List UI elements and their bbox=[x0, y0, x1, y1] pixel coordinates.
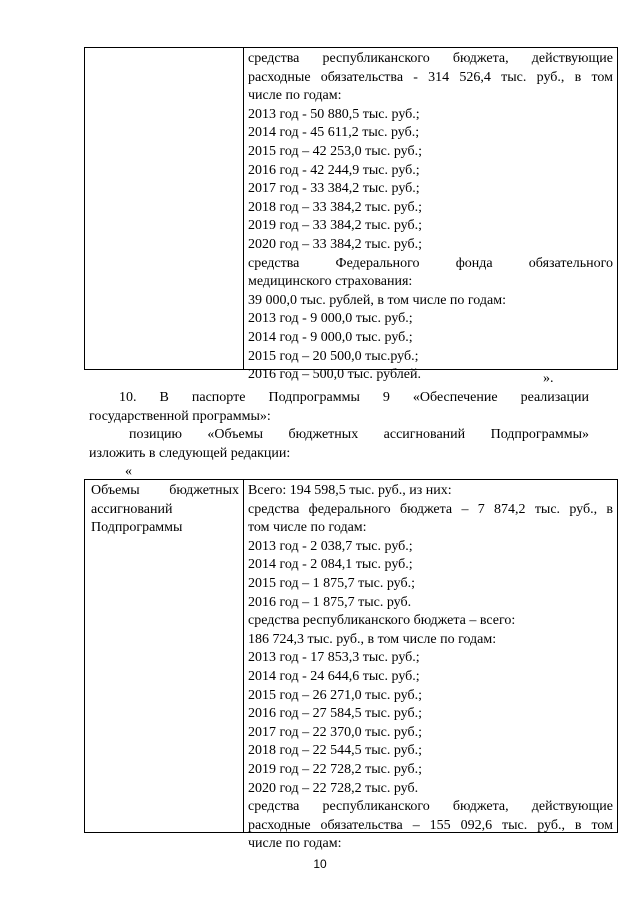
budget-table-subprogram-9 bbox=[84, 479, 618, 852]
text-line: 2017 год – 22 370,0 тыс. руб.; bbox=[248, 724, 422, 740]
text-line: Всего: 194 598,5 тыс. руб., из них: bbox=[248, 483, 452, 498]
text-line: 2016 год – 1 875,7 тыс. руб. bbox=[248, 594, 412, 610]
text-line: 39 000,0 тыс. рублей, в том числе по годам: bbox=[248, 292, 506, 308]
paragraph-10 bbox=[89, 389, 589, 463]
text-line: средства республиканского бюджета, действующие bbox=[248, 51, 613, 66]
text-line: 2020 год – 22 728,2 тыс. руб. bbox=[248, 780, 419, 796]
text-line: 2016 год - 42 244,9 тыс. руб.; bbox=[248, 162, 420, 178]
text-line: числе по годам: bbox=[248, 836, 342, 852]
text-line: 186 724,3 тыс. руб., в том числе по годам: bbox=[248, 631, 497, 647]
column-divider bbox=[243, 480, 244, 832]
text-line: 2013 год - 17 853,3 тыс. руб.; bbox=[248, 650, 420, 666]
text-line: 2018 год – 22 544,5 тыс. руб.; bbox=[248, 743, 422, 759]
text-line: 2014 год - 45 611,2 тыс. руб.; bbox=[248, 125, 420, 141]
text-line: 2018 год – 33 384,2 тыс. руб.; bbox=[248, 199, 422, 215]
text-line: 2015 год – 20 500,0 тыс.руб.; bbox=[248, 348, 419, 364]
closing-quote: ». bbox=[543, 371, 554, 386]
column-divider bbox=[243, 48, 244, 369]
text-line: 2015 год – 26 271,0 тыс. руб.; bbox=[248, 687, 422, 703]
paragraph-line: изложить в следующей редакции: bbox=[89, 445, 291, 461]
page-number: 10 bbox=[313, 857, 327, 871]
paragraph-line: государственной программы»: bbox=[89, 408, 271, 424]
row-label-line: ассигнований bbox=[91, 501, 173, 517]
text-line: 2015 год – 42 253,0 тыс. руб.; bbox=[248, 143, 422, 159]
text-line: 2014 год - 2 084,1 тыс. руб.; bbox=[248, 557, 413, 573]
text-line: 2019 год – 33 384,2 тыс. руб.; bbox=[248, 218, 422, 234]
text-line: том числе по годам: bbox=[248, 520, 367, 536]
text-line: средства федерального бюджета – 7 874,2 тыс. руб., в bbox=[248, 501, 613, 517]
text-line: средства Федерального фонда обязательного bbox=[248, 255, 613, 271]
text-line: числе по годам: bbox=[248, 88, 342, 104]
text-line: 2016 год – 27 584,5 тыс. руб.; bbox=[248, 706, 422, 722]
table2-left-cell bbox=[91, 482, 239, 538]
row-label-line: Объемы бюджетных bbox=[91, 483, 239, 498]
text-line: расходные обязательства – 155 092,6 тыс. руб., в том bbox=[248, 817, 613, 833]
text-line: 2013 год - 2 038,7 тыс. руб.; bbox=[248, 538, 413, 554]
text-line: средства республиканского бюджета – всего: bbox=[248, 613, 516, 629]
text-line: средства республиканского бюджета, действующие bbox=[248, 799, 613, 815]
row-label-line: Подпрограммы bbox=[91, 520, 183, 536]
opening-quote: « bbox=[125, 464, 132, 479]
text-line: медицинского страхования: bbox=[248, 274, 413, 290]
text-line: 2013 год - 9 000,0 тыс. руб.; bbox=[248, 311, 413, 327]
paragraph-line: 10. В паспорте Подпрограммы 9 «Обеспечение реализации bbox=[119, 390, 589, 405]
text-line: 2016 год – 500,0 тыс. рублей. bbox=[248, 367, 421, 383]
text-line: 2014 год - 9 000,0 тыс. руб.; bbox=[248, 329, 413, 345]
table1-left-cell bbox=[85, 48, 243, 369]
table2-right-cell bbox=[248, 482, 613, 854]
budget-table-continued bbox=[84, 47, 618, 383]
text-line: 2020 год – 33 384,2 тыс. руб.; bbox=[248, 236, 422, 252]
text-line: 2013 год - 50 880,5 тыс. руб.; bbox=[248, 106, 420, 122]
text-line: 2015 год – 1 875,7 тыс. руб.; bbox=[248, 575, 415, 591]
paragraph-line: позицию «Объемы бюджетных ассигнований Подпрограммы» bbox=[129, 427, 589, 443]
text-line: расходные обязательства - 314 526,4 тыс. руб., в том bbox=[248, 69, 613, 85]
text-line: 2014 год - 24 644,6 тыс. руб.; bbox=[248, 668, 420, 684]
text-line: 2019 год – 22 728,2 тыс. руб.; bbox=[248, 761, 422, 777]
table1-right-cell bbox=[248, 50, 613, 385]
text-line: 2017 год - 33 384,2 тыс. руб.; bbox=[248, 181, 420, 197]
